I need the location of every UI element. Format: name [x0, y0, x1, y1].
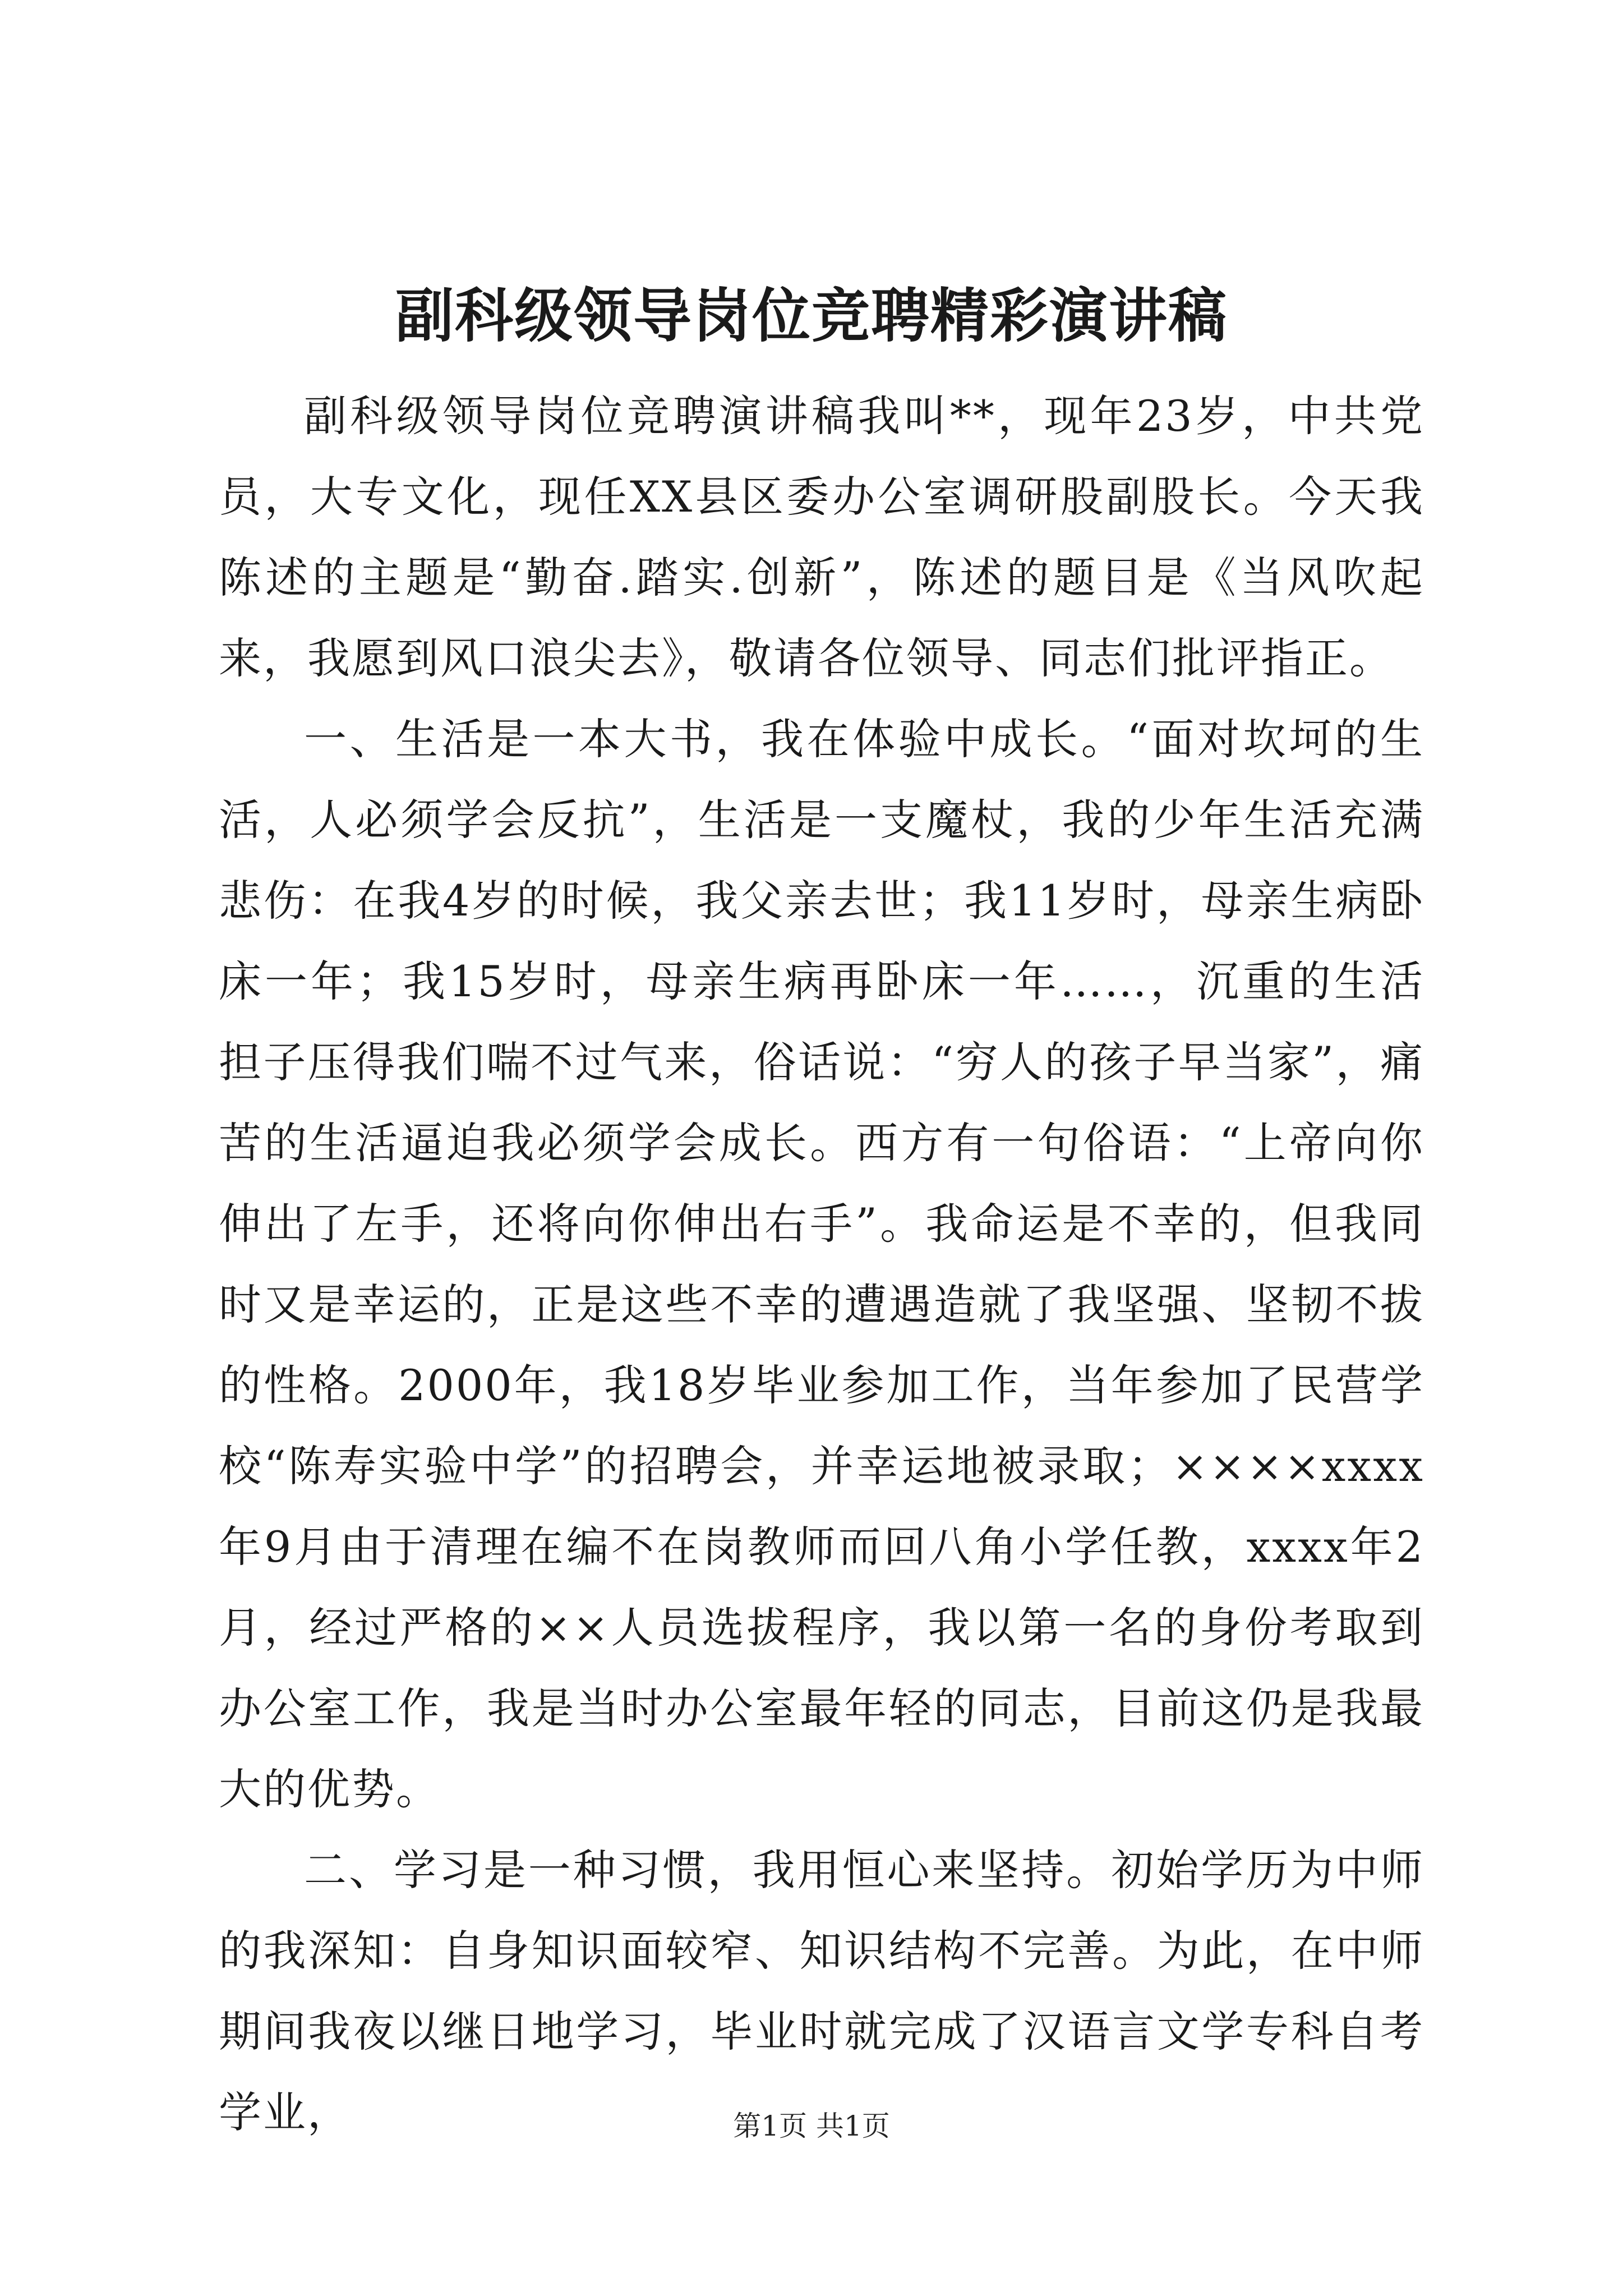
document-body [219, 376, 1424, 2153]
document-title: 副科级领导岗位竞聘精彩演讲稿 [395, 281, 1228, 350]
paragraph-section-1: 一、生活是一本大书，我在体验中成长。“面对坎坷的生活，人必须学会反抗”，生活是一支魔杖，我的少年生活充满悲伤：在我4岁的时候，我父亲去世；我11岁时，母亲生病卧床一年；我15岁时，母亲生病再卧床一年……，沉重的生活担子压得我们喘不过气来，俗话说：“穷人的孩子早当家”，痛苦的生活逼迫我必须学会成长。西方有一句俗语：“上帝向你伸出了左手，还将向你伸出右手”。我命运是不幸的，但我同时又是幸运的，正是这些不幸的遭遇造就了我坚强、坚韧不拔的性格。2000年，我18岁毕业参加工作，当年参加了民营学校“陈寿实验中学”的招聘会，并幸运地被录取；××××xxxx年9月由于清理在编不在岗教师而回八角小学任教，xxxx年2月，经过严格的××人员选拔程序，我以第一名的身份考取到办公室工作，我是当时办公室最年轻的同志，目前这仍是我最大的优势。 [219, 714, 1424, 1814]
page-footer: 第1页 共1页 [733, 2110, 890, 2142]
paragraph-section-2: 二、学习是一种习惯，我用恒心来坚持。初始学历为中师的我深知：自身知识面较窄、知识结构不完善。为此，在中师期间我夜以继日地学习，毕业时就完成了汉语言文学专科自考学业， [219, 1845, 1424, 2137]
paragraph-intro: 副科级领导岗位竞聘演讲稿我叫**，现年23岁，中共党员，大专文化，现任XX县区委办公室调研股副股长。今天我陈述的主题是“勤奋.踏实.创新”，陈述的题目是《当风吹起来，我愿到风口浪尖去》，敬请各位领导、同志们批评指正。 [219, 391, 1424, 683]
